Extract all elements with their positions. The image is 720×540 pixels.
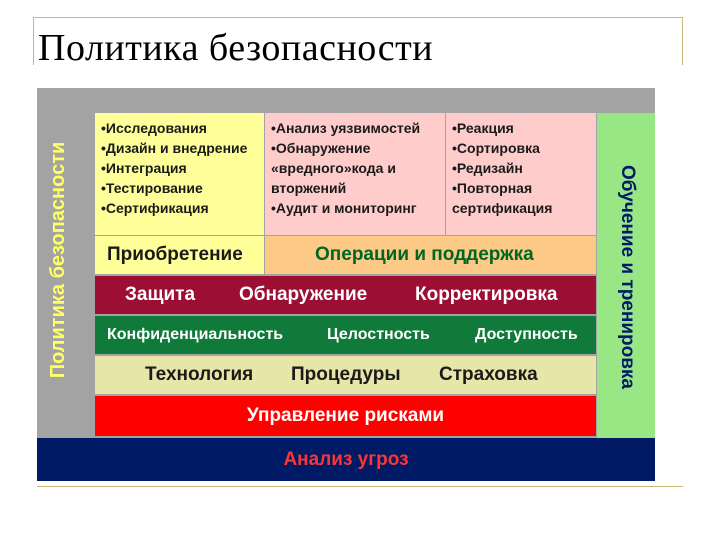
column-item: •Дизайн и внедрение — [101, 140, 248, 156]
property-availability: Доступность — [475, 326, 578, 343]
property-confidentiality: Конфиденциальность — [107, 326, 284, 343]
threat-analysis-band — [37, 438, 655, 481]
column-item: сертификация — [452, 200, 553, 216]
column-item: •Обнаружение — [271, 140, 371, 156]
frame-right-line — [682, 17, 683, 65]
column-item: •Аудит и мониторинг — [271, 200, 417, 216]
property-integrity: Целостность — [327, 326, 430, 343]
column-item: •Реакция — [452, 120, 514, 136]
column-response-items — [446, 113, 596, 235]
right-vertical-label: Обучение и тренировка — [617, 165, 638, 389]
column-item: вторжений — [271, 180, 347, 196]
means-procedures: Процедуры — [291, 364, 401, 385]
threat-analysis-label: Анализ угроз — [283, 449, 409, 470]
frame-top-line — [33, 17, 683, 18]
risk-management-band — [95, 396, 596, 436]
column-item: •Редизайн — [452, 160, 523, 176]
function-detection: Обнаружение — [239, 284, 368, 305]
frame-left-line — [33, 17, 34, 65]
means-insurance: Страховка — [439, 364, 538, 385]
functions-band — [95, 276, 596, 314]
column-item: •Интеграция — [101, 160, 187, 176]
function-protection: Защита — [125, 284, 196, 305]
risk-management-label: Управление рисками — [246, 405, 445, 426]
slide-title: Политика безопасности — [38, 27, 434, 69]
column-item: •Сортировка — [452, 140, 540, 156]
column-item: «вредного»кода и — [271, 160, 396, 176]
phase-operations-box — [265, 236, 596, 274]
frame-bottom-line — [37, 486, 683, 487]
phase-acquisition-box — [95, 236, 264, 274]
column-operations-items — [265, 113, 445, 235]
phase-operations-label: Операции и поддержка — [315, 244, 534, 265]
means-band — [95, 356, 596, 394]
training-band — [597, 113, 655, 438]
function-correction: Корректировка — [415, 284, 558, 305]
means-technology: Технология — [145, 364, 254, 385]
column-item: •Повторная — [452, 180, 533, 196]
column-item: •Сертификация — [101, 200, 209, 216]
column-item: •Анализ уязвимостей — [271, 120, 421, 136]
column-item: •Исследования — [101, 120, 207, 136]
column-acquisition-items — [95, 113, 264, 235]
security-policy-diagram — [37, 88, 655, 481]
left-vertical-label: Политика безопасности — [47, 141, 69, 379]
properties-band — [95, 316, 596, 354]
column-item: •Тестирование — [101, 180, 203, 196]
phase-acquisition-label: Приобретение — [107, 244, 243, 265]
